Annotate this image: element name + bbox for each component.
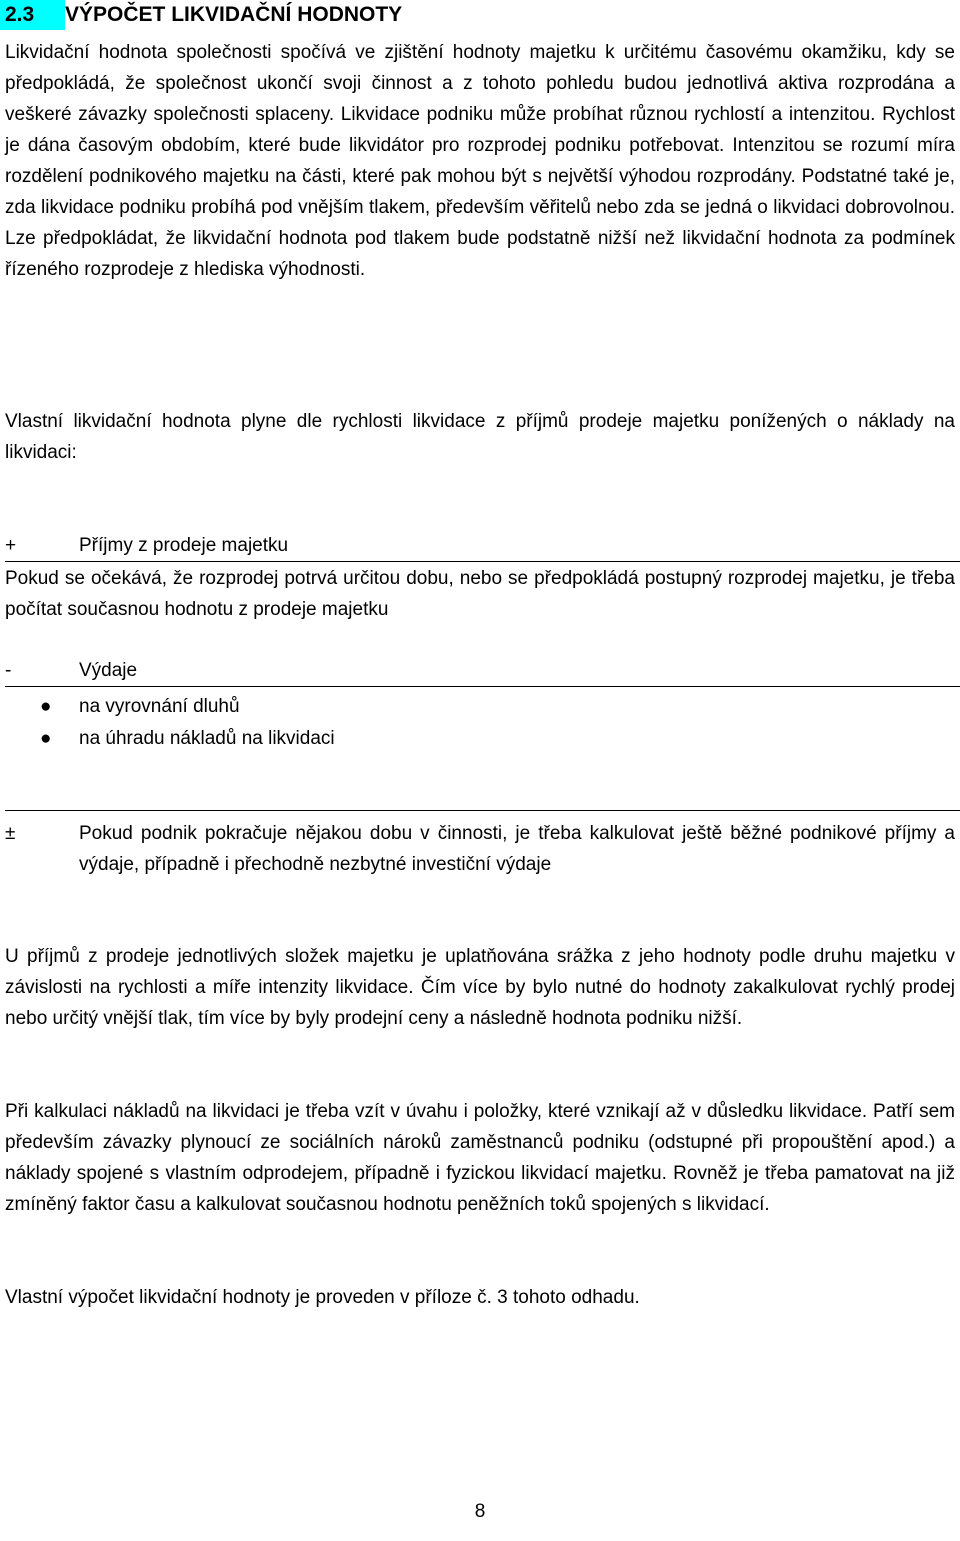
income-label: Příjmy z prodeje majetku	[79, 535, 289, 556]
expenses-label: Výdaje	[79, 660, 138, 681]
plus-minus-sign: ±	[5, 823, 16, 844]
deduction-paragraph: U příjmů z prodeje jednotlivých složek majetku je uplatňována srážka z jeho hodnoty podle druhu majetku v závislosti na rychlosti a míře intenzity likvidace. Čím více by bylo nutné do hodnoty zakalkulovat rychlý prodej nebo určitý vnější tlak, tím více by byly prodejní ceny a následně hodnota podniku nižší.	[5, 946, 955, 1029]
expenses-line-item	[5, 655, 960, 687]
section-heading	[0, 0, 960, 30]
section-number: 2.3	[0, 0, 65, 30]
bullet-text: na vyrovnání dluhů	[79, 696, 240, 717]
page-number: 8	[474, 1501, 486, 1522]
closing-paragraph: Vlastní výpočet likvidační hodnoty je proveden v příloze č. 3 tohoto odhadu.	[5, 1287, 640, 1308]
list-item	[40, 723, 940, 754]
bullet-text: na úhradu nákladů na likvidaci	[79, 728, 335, 749]
ongoing-line-item	[5, 818, 955, 880]
income-note-paragraph: Pokud se očekává, že rozprodej potrvá určitou dobu, nebo se předpokládá postupný rozprodej majetku, je třeba počítat současnou hodnotu z prodeje majetku	[5, 568, 955, 620]
ongoing-text: Pokud podnik pokračuje nějakou dobu v činnosti, je třeba kalkulovat ještě běžné podnikové příjmy a výdaje, případně i přechodně nezbytné investiční výdaje	[79, 823, 955, 875]
section-title: VÝPOČET LIKVIDAČNÍ HODNOTY	[65, 3, 403, 26]
plus-sign: +	[5, 535, 17, 556]
own-value-paragraph: Vlastní likvidační hodnota plyne dle rychlosti likvidace z příjmů prodeje majetku ponížených o náklady na likvidaci:	[5, 411, 955, 463]
bullet-icon: ●	[40, 696, 52, 717]
income-line-item	[5, 530, 960, 562]
intro-paragraph: Likvidační hodnota společnosti spočívá ve zjištění hodnoty majetku k určitému časovému okamžiku, kdy se předpokládá, že společnost ukončí svoji činnost a z tohoto pohledu budou jednotlivá aktiva rozprodána a veškeré závazky společnosti splaceny. Likvidace podniku může probíhat různou rychlostí a intenzitou. Rychlost je dána časovým obdobím, které bude likvidátor pro rozprodej podniku potřebovat. Intenzitou se rozumí míra rozdělení podnikového majetku na části, které pak mohou být s největší výhodou rozprodány. Podstatné také je, zda likvidace podniku probíhá pod vnějším tlakem, především věřitelů nebo zda se jedná o likvidaci dobrovolnou. Lze předpokládat, že likvidační hodnota pod tlakem bude podstatně nižší než likvidační hodnota za podmínek řízeného rozprodeje z hlediska výhodnosti.	[5, 42, 955, 280]
costs-paragraph: Při kalkulaci nákladů na likvidaci je třeba vzít v úvahu i položky, které vznikají až v důsledku likvidace. Patří sem především závazky plynoucí ze sociálních nároků zaměstnanců podniku (odstupné při propouštění apod.) a náklady spojené s vlastním odprodejem, případně i fyzickou likvidací majetku. Rovněž je třeba pamatovat na již zmíněný faktor času a kalkulovat současnou hodnotu peněžních toků spojených s likvidací.	[5, 1101, 955, 1215]
divider	[5, 810, 960, 811]
minus-sign: -	[5, 660, 12, 681]
list-item	[40, 691, 940, 722]
bullet-icon: ●	[40, 728, 52, 749]
